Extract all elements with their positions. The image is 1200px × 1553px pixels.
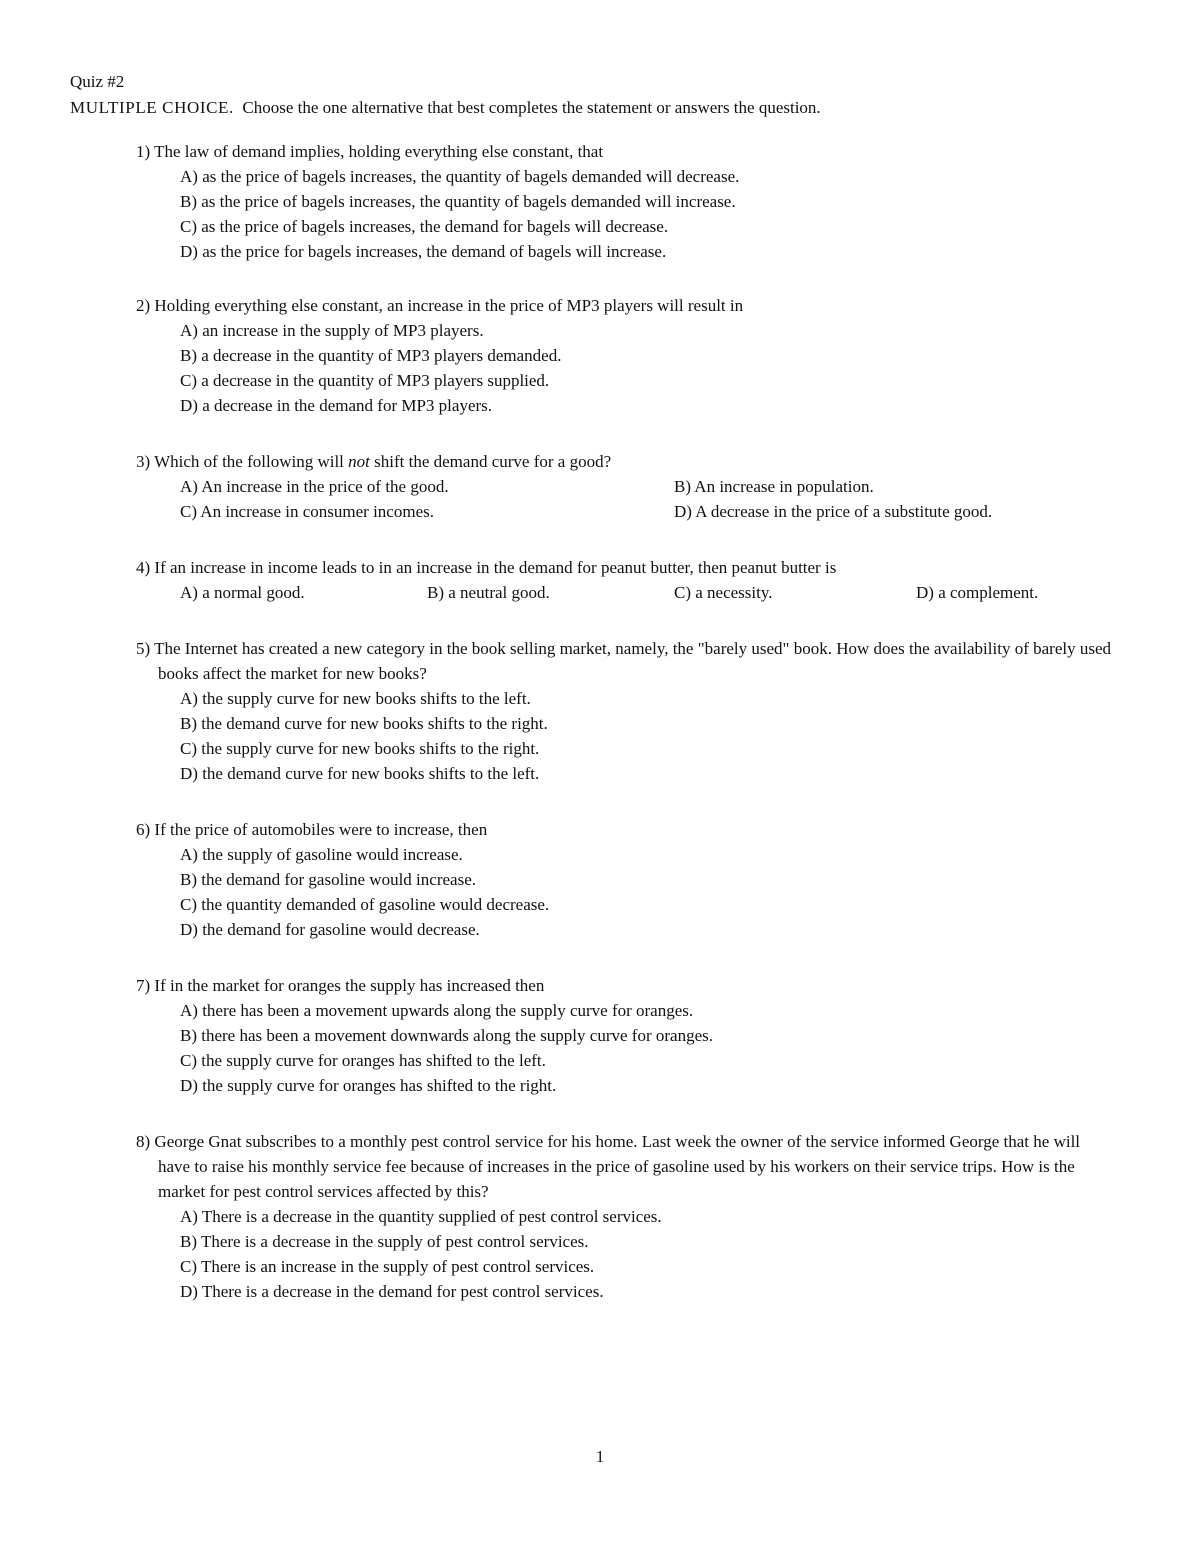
answer-option-a: A) the supply curve for new books shifts to the left. <box>180 689 531 708</box>
answer-option-d: D) the demand curve for new books shifts to the left. <box>180 764 540 783</box>
stem-before: 3) Which of the following will <box>136 452 349 471</box>
answer-option-b: B) as the price of bagels increases, the quantity of bagels demanded will increase. <box>180 192 736 211</box>
answer-option-c: C) the supply curve for oranges has shifted to the left. <box>180 1051 546 1070</box>
answer-option-c: C) the quantity demanded of gasoline would decrease. <box>180 895 550 914</box>
answer-option-b: B) the demand for gasoline would increase. <box>180 870 476 889</box>
answer-row <box>136 580 1116 605</box>
question-7 <box>136 973 1116 1098</box>
answer-option-c: C) the supply curve for new books shifts to the right. <box>180 739 540 758</box>
question-4 <box>136 555 1116 605</box>
answer-option-a: A) as the price of bagels increases, the quantity of bagels demanded will decrease. <box>180 167 740 186</box>
answer-option-d: D) A decrease in the price of a substitute good. <box>674 502 993 521</box>
question-stem: 5) The Internet has created a new category in the book selling market, namely, the "barely used" book. How does the availability of barely used books affect the market for new books? <box>136 639 1112 683</box>
answer-option-c: C) a necessity. <box>674 583 773 602</box>
page-number: 1 <box>595 1447 605 1466</box>
answer-option-b: B) there has been a movement downwards along the supply curve for oranges. <box>180 1026 713 1045</box>
instructions-text: Choose the one alternative that best completes the statement or answers the question. <box>242 98 821 117</box>
question-stem <box>136 449 1116 474</box>
answer-option-d: D) There is a decrease in the demand for pest control services. <box>180 1282 604 1301</box>
answer-option-c: C) a decrease in the quantity of MP3 players supplied. <box>180 371 550 390</box>
answer-option-a: A) the supply of gasoline would increase. <box>180 845 463 864</box>
answer-option-b: B) An increase in population. <box>674 477 874 496</box>
answer-option-c: C) An increase in consumer incomes. <box>180 502 434 521</box>
stem-emphasis: not <box>348 452 370 471</box>
answer-row <box>136 474 1116 499</box>
answer-option-a: A) a normal good. <box>180 583 305 602</box>
instructions-heading: MULTIPLE CHOICE. <box>70 98 234 117</box>
answer-option-c: C) There is an increase in the supply of pest control services. <box>180 1257 595 1276</box>
question-2 <box>136 293 1116 418</box>
answer-option-c: C) as the price of bagels increases, the demand for bagels will decrease. <box>180 217 669 236</box>
question-stem: 6) If the price of automobiles were to increase, then <box>136 820 488 839</box>
question-8 <box>136 1129 1116 1304</box>
answer-option-a: A) There is a decrease in the quantity supplied of pest control services. <box>180 1207 662 1226</box>
question-1 <box>136 139 1116 264</box>
question-6 <box>136 817 1116 942</box>
answer-option-a: A) An increase in the price of the good. <box>180 477 449 496</box>
question-stem: 1) The law of demand implies, holding everything else constant, that <box>136 142 604 161</box>
question-3 <box>136 449 1116 524</box>
answer-option-d: D) the supply curve for oranges has shifted to the right. <box>180 1076 557 1095</box>
answer-option-b: B) the demand curve for new books shifts to the right. <box>180 714 548 733</box>
stem-after: shift the demand curve for a good? <box>369 452 612 471</box>
answer-row <box>136 499 1116 524</box>
question-stem: 4) If an increase in income leads to in an increase in the demand for peanut butter, then peanut butter is <box>136 558 837 577</box>
quiz-title: Quiz #2 <box>70 72 125 91</box>
answer-option-b: B) There is a decrease in the supply of pest control services. <box>180 1232 589 1251</box>
answer-option-a: A) an increase in the supply of MP3 players. <box>180 321 484 340</box>
question-stem: 7) If in the market for oranges the supply has increased then <box>136 976 545 995</box>
instructions <box>70 96 821 120</box>
question-stem: 8) George Gnat subscribes to a monthly pest control service for his home. Last week the owner of the service informed George that he will have to raise his monthly service fee because of increases in the price of gasoline used by his workers on their service trips. How is the market for pest control services affected by this? <box>136 1132 1081 1201</box>
answer-option-d: D) a decrease in the demand for MP3 players. <box>180 396 493 415</box>
answer-option-b: B) a decrease in the quantity of MP3 players demanded. <box>180 346 562 365</box>
answer-option-a: A) there has been a movement upwards along the supply curve for oranges. <box>180 1001 694 1020</box>
question-stem: 2) Holding everything else constant, an increase in the price of MP3 players will result in <box>136 296 744 315</box>
answer-option-d: D) the demand for gasoline would decrease. <box>180 920 480 939</box>
answer-option-d: D) a complement. <box>916 583 1039 602</box>
question-5 <box>136 636 1116 786</box>
answer-option-b: B) a neutral good. <box>427 583 550 602</box>
answer-option-d: D) as the price for bagels increases, the demand of bagels will increase. <box>180 242 667 261</box>
